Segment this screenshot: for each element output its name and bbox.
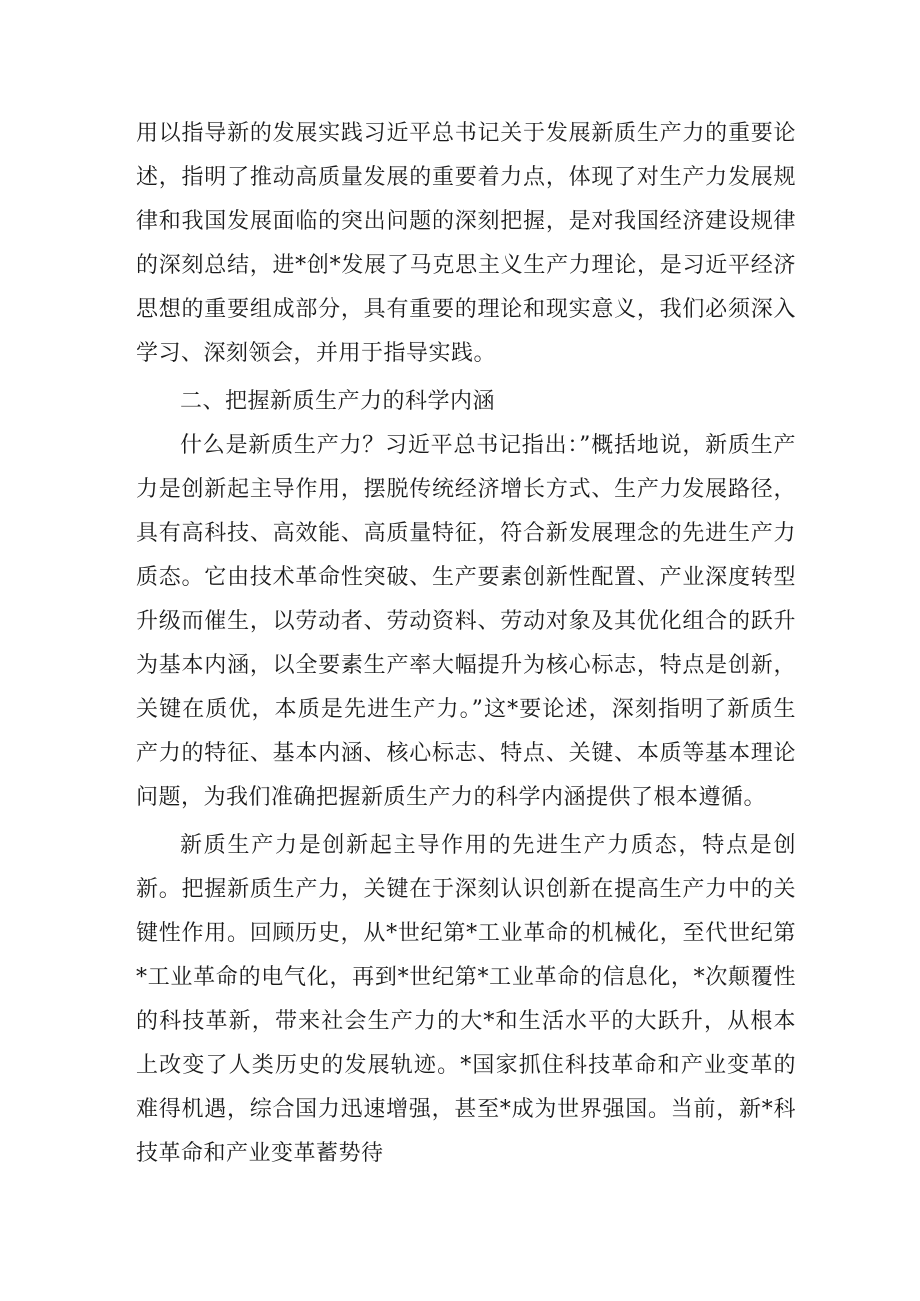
paragraph-innovation: 新质生产力是创新起主导作用的先进生产力质态，特点是创新。把握新质生产力，关键在于深刻认识创新在提高生产力中的关键性作用。回顾历史，从*世纪第*工业革命的机械化，至代世纪第*工业革命的电气化，再到*世纪第*工业革命的信息化，*次颠覆性的科技革新，带来社会生产力的大*和生活水平的大跃升，从根本上改变了人类历史的发展轨迹。*国家抓住科技革命和产业变革的难得机遇，综合国力迅速增强，甚至*成为世界强国。当前，新*科技革命和产业变革蓄势待 <box>136 833 796 1166</box>
paragraph-definition: 什么是新质生产力？习近平总书记指出：”概括地说，新质生产力是创新起主导作用，摆脱传统经济增长方式、生产力发展路径，具有高科技、高效能、高质量特征，符合新发展理念的先进生产力质态。它由技术革命性突破、生产要素创新性配置、产业深度转型升级而催生，以劳动者、劳动资料、劳动对象及其优化组合的跃升为基本内涵，以全要素生产率大幅提升为核心标志，特点是创新，关键在质优，本质是先进生产力。”这*要论述，深刻指明了新质生产力的特征、基本内涵、核心标志、特点、关键、本质等基本理论问题，为我们准确把握新质生产力的科学内涵提供了根本遵循。 <box>136 433 796 810</box>
document-body <box>136 112 796 1176</box>
section-heading: 二、把握新质生产力的科学内涵 <box>180 389 496 414</box>
paragraph-continuation: 用以指导新的发展实践习近平总书记关于发展新质生产力的重要论述，指明了推动高质量发展的重要着力点，体现了对生产力发展规律和我国发展面临的突出问题的深刻把握，是对我国经济建设规律的深刻总结，进*创*发展了马克思主义生产力理论，是习近平经济思想的重要组成部分，具有重要的理论和现实意义，我们必须深入学习、深刻领会，并用于指导实践。 <box>136 121 796 366</box>
